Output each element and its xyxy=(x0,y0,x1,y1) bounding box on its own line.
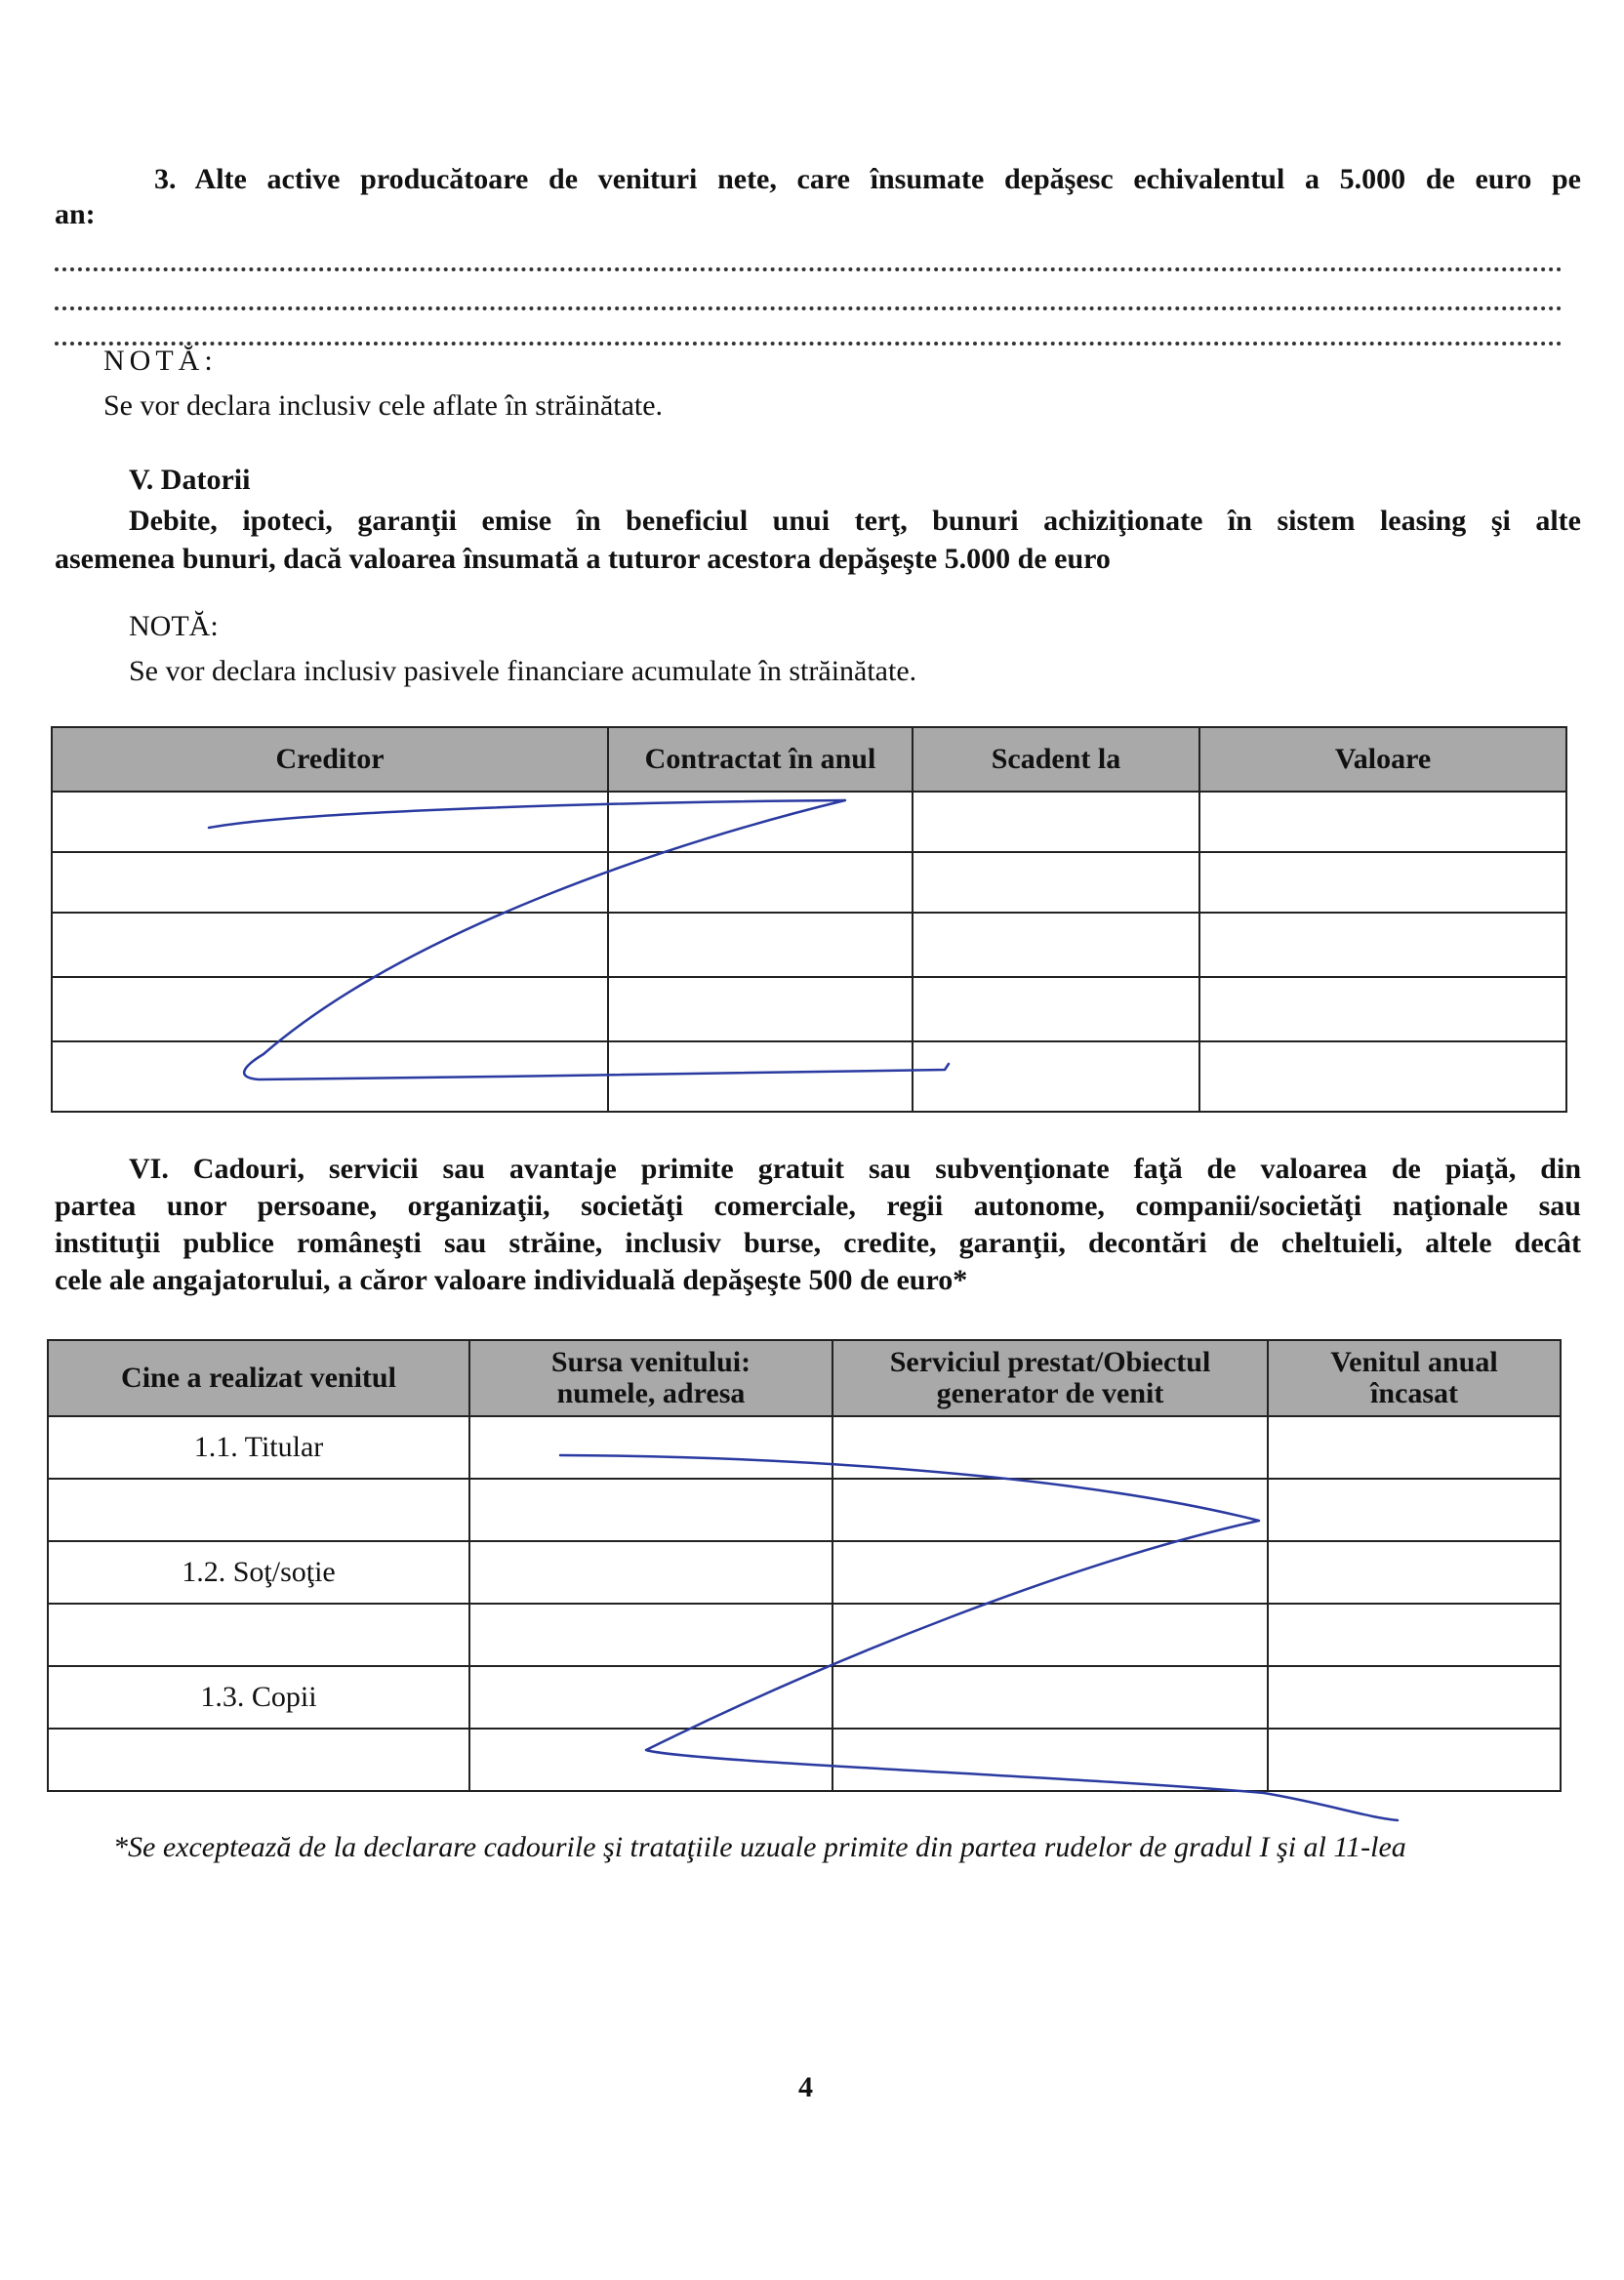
section5-desc: Debite, ipoteci, garanţii emise în beneficiul unui terţ, bunuri achiziţionate în sistem leasing şi alte xyxy=(129,505,1581,537)
section3-heading-cont: an: xyxy=(55,198,96,230)
table-row xyxy=(48,1604,1561,1666)
row-label: 1.1. Titular xyxy=(48,1416,469,1479)
header-contractat: Contractat în anul xyxy=(608,727,913,792)
table-row xyxy=(48,1479,1561,1541)
table-row xyxy=(48,1666,1561,1729)
dotted-line xyxy=(55,303,1563,310)
table-row xyxy=(48,1541,1561,1604)
table-row xyxy=(52,792,1566,852)
header-cine: Cine a realizat venitul xyxy=(48,1340,469,1416)
nota-text: Se vor declara inclusiv cele aflate în străinătate. xyxy=(103,389,664,422)
nota-label: NOTĂ: xyxy=(129,610,219,642)
row-label xyxy=(48,1479,469,1541)
section6-text: cele ale angajatorului, a căror valoare individuală depăşeşte 500 de euro* xyxy=(55,1264,968,1296)
row-label xyxy=(48,1729,469,1791)
row-label: 1.2. Soţ/soţie xyxy=(48,1541,469,1604)
gifts-table xyxy=(47,1339,1562,1792)
section6-text: instituţii publice româneşti sau străine, inclusiv burse, credite, garanţii, decontări de cheltuieli, altele decât xyxy=(55,1227,1581,1259)
header-valoare: Valoare xyxy=(1199,727,1566,792)
nota-label: NOTĂ: xyxy=(103,345,218,377)
table-row xyxy=(52,1041,1566,1112)
table-row xyxy=(48,1729,1561,1791)
header-sursa: Sursa venitului: numele, adresa xyxy=(469,1340,832,1416)
table-row xyxy=(52,913,1566,977)
row-label xyxy=(48,1604,469,1666)
dotted-line xyxy=(55,264,1563,271)
table-row xyxy=(52,977,1566,1041)
section6-text: VI. Cadouri, servicii sau avantaje primite gratuit sau subvenţionate faţă de valoarea de piaţă, din xyxy=(129,1153,1581,1185)
header-serviciul: Serviciul prestat/Obiectul generator de venit xyxy=(832,1340,1268,1416)
section6-text: partea unor persoane, organizaţii, societăţi comerciale, regii autonome, companii/societăţi naţionale sau xyxy=(55,1190,1581,1222)
section5-title: V. Datorii xyxy=(129,464,251,496)
section3-heading: 3. Alte active producătoare de venituri nete, care însumate depăşesc echivalentul a 5.000 de euro pe xyxy=(154,163,1581,195)
footnote: *Se exceptează de la declarare cadourile şi trataţiile uzuale primite din partea rudelor de gradul I şi al 11-lea xyxy=(113,1831,1406,1863)
header-scadent: Scadent la xyxy=(913,727,1199,792)
page-number: 4 xyxy=(798,2071,813,2103)
debts-table xyxy=(51,726,1567,1113)
table-row xyxy=(48,1416,1561,1479)
dotted-line xyxy=(55,338,1563,346)
section5-desc-cont: asemenea bunuri, dacă valoarea însumată a tuturor acestora depăşeşte 5.000 de euro xyxy=(55,543,1111,575)
row-label: 1.3. Copii xyxy=(48,1666,469,1729)
nota-text: Se vor declara inclusiv pasivele financiare acumulate în străinătate. xyxy=(129,655,917,687)
header-venitul: Venitul anual încasat xyxy=(1268,1340,1561,1416)
header-creditor: Creditor xyxy=(52,727,608,792)
table-row xyxy=(52,852,1566,913)
